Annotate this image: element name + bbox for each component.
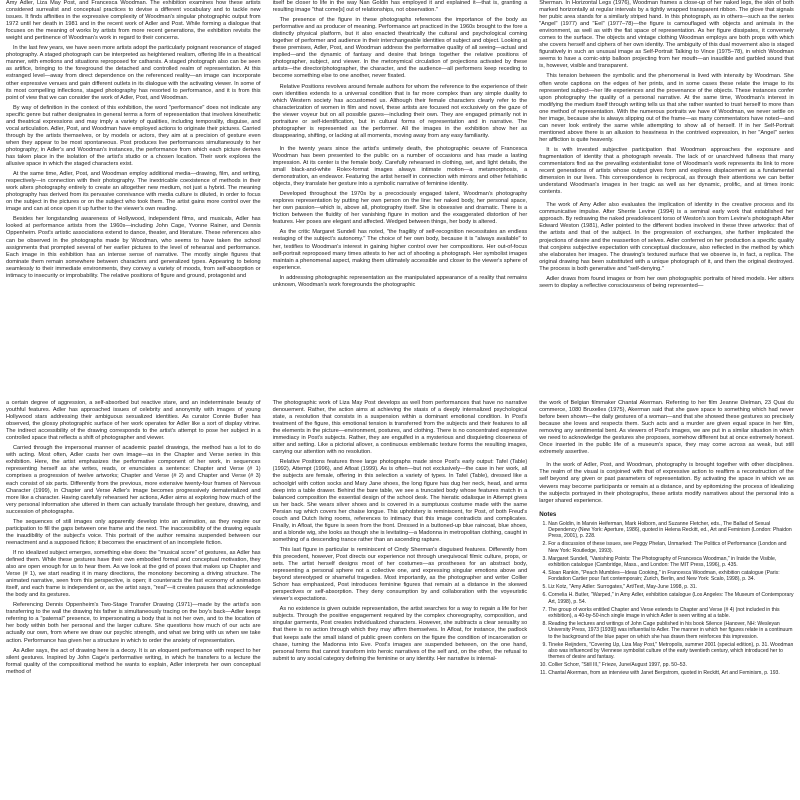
- note-item: 4. Sloan Rankin, "Peach Mumbles—Ideas Cooking," in Francesca Woodman, exhibition catalogue (Paris: Fondation Cartier pour l'art contemporain; Zurich, Berlin, and New York: Scalo, 1998), p. 34.: [548, 570, 794, 583]
- paragraph: the work of Belgian filmmaker Chantal Akerman. Referring to her film Jeanne Dielman, 23 Quai du commerce, 1080 Bruxelles (1975), Akerman said that she gave space to something which had never before been shown—the daily gestures of a woman—and that she showed these gestures so precisely because she loves and respects them. Such acts and a murder are given equal space in her film, removing any sentimental bent. As viewers of Post's images, we are put in a similar situation in which we need to acknowledge the gestures she proposes, somehow different but at once extremely honest. Once inserted in the public life of a museum's space, they may come across as weak, but still extremely assertive.: [539, 400, 794, 456]
- notes-heading: Notes: [539, 510, 557, 518]
- paragraph: Relative Positions features three large photographs made since Post's early output: Tafel (Table) (1992), Attempt (1996), and Afloat (1999). As is often—but not exclusively—the case in her work, all the subjects are female, offering in this selection a variety of types. In Tafel (Table), dressed like a schoolgirl with cotton socks and Mary Jane shoes, the long figure has dug her neck, head, and arms deep into a table drawer. Behind the bare table, we see a truncated body whose features match in a balanced composition the essential design of the school desk. The hieratic odalisque in Attempt gives us her back. She wears silver shoes and is covered in a sumptuous costume made with the same Persian rug which covers her chaise longue. This upholstery is reminiscent, for Post, of both Freud's couch and Dutch living rooms, references to intimacy that this image contradicts and complicates. Finally, in Afloat, the figure is seen from the front. Dressed in a buttoned-up blue raincoat, blue shoes, and a blonde wig, she looks as though she is levitating—a Madonna in metropolitan clothing, caught in something of a descending trance rather than an ascending rapture.: [272, 459, 528, 543]
- paragraph: In the last few years, we have seen more artists adopt the particularly poignant resonance of staged photography. A staged photograph can be interpreted as heightened realism, offering life in a theatrical manner, with emotions and situations reproposed for catharsis. A staged photograph also can be seen as artifice, bringing to the foreground the detached and controlled realm of representation. At this estranged level—away from direct dependence on the referenced reality—an image can incorporate other expressive venues and gain different outlets in its dialogue with the activating viewer. In some of its most compelling inflections, staged photography has resorted to performance, and it is from this point of view that we can consider the work of Adler, Post, and Woodman.: [6, 45, 261, 101]
- paragraph: In the twenty years since the artist's untimely death, the photographic oeuvre of Francesca Woodman has been presented to the public on a number of occasions and has made a lasting impression. At its center is the female body. Carefully rehearsed in clothing, set, and light details, the small black-and-white Rolex-format images always intimate motion—a metamorphosis, a demonstration, an endeavor. Featuring the artist herself in connection with mirrors and other fetishistic objects, they translate her gesture into a symbolic narrative of feminine identity.: [272, 145, 528, 188]
- paragraph: Besides her longstanding awareness of Hollywood, independent films, and musicals, Adler has looked at performance artists from the 1960s—including John Cage, Yvonne Rainer, and Dennis Oppenheim. Post's artistic associations extend to dance, theater, and literature. These references also can be observed in the photographs made by Woodman, who seems to have taken the school assignments that prompted several of her earlier pictures to the level of rehearsal and performance. Each image in this exhibition has an intense sense of narrative. The mostly single figures that dominate them remain somewhere between characters and generalized types. Appearing to belong seamlessly to their immediate environments, they convey a variety of moods, from self-absorption or intimacy to insecurity or improbability. The relative positions of figure and ground, protagonist and: [6, 216, 261, 279]
- paragraph: Developed throughout the 1970s by a precociously engaged talent, Woodman's photography explores representation by putting her own person on the line: her naked body, her personal space, her own passion—which is, above all, photography itself. She is obsessive and dramatic. There is a friction between the fluidity of her vanishing figure in motion and the exaggerated distortion of her features. Her poses are elegant and affected. Wedged between things, her body is altered.: [272, 191, 528, 226]
- notes-list: [539, 521, 794, 677]
- paragraph: By way of definition in the context of this exhibition, the word "performance" does not indicate any specific genre but rather designates in general terms a form of representation that involves kinesthetic and theatrical expressions and may imply a variety of qualities, including temporality, disguise, and vocal articulation. Adler, Post, and Woodman have employed actions to originate their pictures. Carried through by the artists themselves, or by models or actors, they aim at a precision of gesture even when they appear to be most spontaneous. Post produces live performances simultaneously to her photography; in Adler's and Woodman's instances, the performance from which each picture derives has taken place in the isolation of the artist's studio or a chosen location. Their work explores the allusive space in which the staged characters exist.: [6, 104, 261, 168]
- paragraph: In the work of Adler, Post, and Woodman, photography is brought together with other disciplines. The realm of the visual is conjoined with that of expressive action to reaffirm a reconstruction of the self beyond any given or past parameters of representation. By activating the space in which we as viewers may become participants or remain at a distance, and by epitomizing the process of idealizing the subjects portrayed in their photographs, these artists modify narratives about the personal into a larger shared experience.: [539, 462, 794, 504]
- note-item: 7. The group of works entitled Chapter and Verse extends to Chapter and Verse (# 4) (not included in this exhibition), a 40-by-50-inch single image in which Adler is seen writing at a table.: [548, 607, 794, 620]
- paragraph: At the same time, Adler, Post, and Woodman employ additional media—drawing, film, and writing, respectively—in connection with their photography. The inextricable coexistence of methods in their work alters photography entirely to create an altogether new medium, not just a hybrid. The meaning photography has derived from its pervasive connivance with media culture is diluted, in order to focus on the subject in the pictures or on the subject who took them. The artist gains more control over the image and can at once open it up further to the viewer's own reading.: [6, 171, 261, 213]
- paragraph: As the critic Margaret Sundell has noted, "the fragility of self-recognition necessitates an endless restaging of the subject's autonomy." The choice of her own body, because it is "always available" to her, testifies to Woodman's interest in gaining higher control over her compositions. Her out-of-focus self-portrait reproposed many times attests to her act of shooting a photograph. Her symbolist images maintain a phenomenal aspect, making them ultimately accessible and closer to the viewer's sphere of experience.: [272, 229, 528, 271]
- paragraph: The work of Amy Adler also evaluates the implication of identity in the creative process and its communicative impulse. After Sherrie Levine (1994) is a seminal early work that established her approach. By redrawing the naked preadolescent torso of Weston's son from Levine's photograph After Edward Weston (1981), Adler pointed to the different bodies involved in these three artworks: that of the artists and that of the subject. In the progression of exchanges, she further implicated the projections of desire and the reassertion of selves. Adler conferred on her production a specific quality that conjoins subjective expectation with conceptual disclosure, also reflected in the method by which she elaborates her images. The drawing's textured surface that we observe is, in fact, a replica. The original drawing has been substituted with a unique photograph of it, and then the original destroyed. The process is both generative and "self-denying.": [539, 202, 794, 272]
- paragraph: This last figure in particular is reminiscent of Cindy Sherman's disguised features. Differently from this precedent, however, Post directs our experience not through unequivocal filmic culture, props, or sets. The artist herself designs most of her costumes—as prostheses for an abstract body, representing a personal sphere not a collective one, and expressing singular emotions above and beyond stereotyped or shameful tragedies. Most importantly, as the photographer and writer Collier Schorr has emphasized, Post introduces feminine figures that remain at a distance in the skewed perspectives or self-absorption. They deny consumption by and collaboration with the voyeuristic viewer's expectations.: [272, 546, 528, 603]
- paragraph: Carried through the impersonal manner of academic pastel drawings, the method has a lot to do with acting. Most often, Adler casts her own image—as in the Chapter and Verse series in this exhibition. Here, the artist emphasizes the performative component of her work, in sequences representing herself as she writes, reads, or enunciates a sentence: Chapter and Verse (# 1) comprises a progression of twelve artworks; Chapter and Verse (# 2) and Chapter and Verse (# 3) each consist of six parts. Differently from the previous, more extensive twenty-four frames of Nervous Character (1999), in Chapter and Verse Adler's image becomes progressively dematerialized and more like a character. Having carefully rehearsed her actions, Adler aims at exploring how much of the very personal information she uttered in them can actually translate through her gesture, drawing, and succession of photographs.: [6, 445, 261, 515]
- paragraph: As Adler says, the act of drawing here is a decoy. It is an eloquent performance with respect to her silent gestures. Inspired by John Cage's performative writing, in which he transfers to a lecture the formal quality of the compositional method he wants to explain, Adler interprets her own conceptual method of: [6, 647, 261, 675]
- lower-spread: [0, 400, 800, 800]
- lower-column-3: [533, 400, 800, 800]
- lower-column-2: [267, 400, 534, 800]
- note-item: 3. Margaret Sundell, "Vanishing Points: The Photography of Francesca Woodman," in Inside the Visible, exhibition catalogue (Cambridge, Mass., and London: The MIT Press, 1996), p. 435.: [548, 556, 794, 569]
- note-item: 6. Cornelia H. Butler, "Warped," in Amy Adler, exhibition catalogue (Los Angeles: The Museum of Contemporary Art, 1998), p. 54.: [548, 592, 794, 605]
- paragraph: In addressing photographic representation as the manipulated appearance of a reality that remains unknown, Woodman's work foregrounds the photographic: [272, 274, 528, 288]
- note-item: 10. Collier Schorr, "Still III," Frieze, June/August 1997, pp. 50–53.: [548, 662, 794, 668]
- paragraph: Amy Adler, Liza May Post, and Francesca Woodman. The exhibition examines how these artists considered surrealist and conceptual practices to devise a different vocabulary and to tackle new issues. It finds affinities in the expressive complexity of Woodman's singular photographic output from 1972 until her death in 1981 and in the recent work of Adler and Post. While forming a dialogue that focuses on the meaning of works by artists from more recent generations, the exhibition revisits the weight and pertinence of Woodman's work in regard to their concerns.: [6, 0, 261, 42]
- paragraph: The photographic work of Liza May Post develops as well from performances that have no narrative denouement. Rather, the action aims at achieving the stasis of a deeply internalized psychological state, a resolution that consists in a suspension within a dominant emotional condition. In Post's treatment of the figure, this emotional tension is transferred from the subjects and their features to all the elements in the picture—environment, postures, and clothing. There is no concentrated expressive immediacy in Post's subjects. Rather, they are engulfed in a mysterious and disquieting closeness of sitter and setting. Like a pictorial allover, a continuous emblematic texture forms the resulting images, carrying our attention with no resolution.: [272, 400, 528, 456]
- paragraph: Relative Positions revolves around female authors for whom the reference to the experience of their own identities extends to a universal condition that is far more complex than any simple duality to which Western society has accustomed us. Although their female characters clearly refer to the characterization of women in film and novel, these artists are focused not exclusively on the gaze of the viewer voyeur but on all possible gazes—including their own. They are engaged primarily not in portraiture or self-identification, but in cultural forms of representation and in narrative. The photographer is represented as the performer. All the images in the exhibition show her as disappearing, shifting, or lacking at all moments, moving away from any easy familiarity.: [272, 83, 528, 139]
- upper-column-2: [267, 0, 534, 395]
- paragraph: It is with invested subjective participation that Woodman approaches the exposure and fragmentation of identity that a photograph reveals. The lack of or unarchived fullness that many commentators find as the prevailing existentialist tone of Woodman's work represents its link to more recent generations of artists whose output gives form and explores displacement as a fundamental dimension in our lives. This correspondence is reciprocal, as through their attentions we can better understand Woodman's images in her tragic as well as her dynamic, prolific, and at times ironic contents.: [539, 146, 794, 196]
- note-item: 1. Nan Goldin, in Marvin Heiferman, Mark Holborn, and Suzanne Fletcher, eds., The Ballad of Sexual Dependency (New York: Aperture, 1986), quoted in Helena Reckitt, ed., Art and Feminism (London: Phaidon Press, 2001), p. 228.: [548, 521, 794, 540]
- upper-column-3: [533, 0, 800, 395]
- upper-column-1: [0, 0, 267, 395]
- page-divider: [0, 396, 800, 399]
- paragraph: a certain degree of aggression, a self-absorbed but reactive stare, and an indeterminate beauty of youthful features. Adler has approached issues of celebrity and anonymity with images of young Hollywood stars addressing their ambiguous sexualized identities. As curator Connie Butler has observed, the glossy photographic surface of her work operates for Adler like a sort of display vitrine. The indirect accessibility of the drawing corresponds to the artist's attempt to pose her subject in a controlled space that reflects a shift of photographer and viewer.: [6, 400, 261, 442]
- upper-spread: [0, 0, 800, 395]
- paragraph: Referencing Dennis Oppenheim's Two-Stage Transfer Drawing (1971)—made by the artist's son transferring to the wall the drawing his father is simultaneously tracing on the boy's back—Adler keeps referring to a "paternal" presence, to impersonating a body that is not her own, and to the location of her body within both her personal and the larger culture. She questions how much of our acts are actually our own, from where we draw our psychic strength, and what we bring with us when we take action. Performance has given her a structure in which to order the anxiety of representation.: [6, 602, 261, 644]
- lower-column-1: [0, 400, 267, 800]
- paragraph: Adler draws from found images or from her own photographic portraits of hired models. Her sitters seem to display a reflective consciousness of being represented—: [539, 275, 794, 289]
- paragraph: Sherman. In Horizontal Legs (1976), Woodman frames a close-up of her naked legs, the skin of both marked horizontally at regular intervals by a tightly wrapped transparent ribbon. The glove that signals her pubic area stands for a similarly striped hand. In this photograph, as in others—such as the series "Angel" (1977) and "Eel" (1977–78)—the figure is camouflaged with objects and animals in the environment, as well as with the flat space of representation. As her figure dissipates, it conversely comes to the surface. The objects and vintage clothing Woodman employs are both props with which she covers herself and ciphers of her own identity. The ambiguity of this dual movement also is staged figuratively in such an unusual image as Self-Portrait Talking to Vince (1975–78), in which Woodman seems to have a comic-strip balloon projecting from her mouth—an inaudible and garbled sound that is, however, visible and transparent.: [539, 0, 794, 70]
- note-item: 9. Tineke Reijnders, "Covering Up, Liza May Post," Metropolis, summer 2001 (special edition), p. 31. Woodman also was influenced by Viennese symbolist culture of the early twentieth century, which introduced her to themes of desire and fantasy.: [548, 642, 794, 661]
- paragraph: If no idealized subject emerges, something else does: the "musical score" of gestures, as Adler has defined them. While these gestures have their own embodied formal and conceptual motivation, they also are open enough for us to hear them. As we look at the grid of poses that makes up Chapter and Verse (# 1), we start reading it in many directions, the monotony becoming a driving structure. The animated narrative, seen from this perspective, is open; it counteracts the fast economy of animation itself, and each frame is independent or, as the artist says, "real"—it creates pauses that acknowledge the body and its gestures.: [6, 549, 261, 599]
- paragraph: This tension between the symbolic and the phenomenal is lived with intensity by Woodman. She often wrote captions on the edges of her prints, and in some cases these relate the image to its represented subject—her life experiences and the provenance of the objects. These instances confer upon photography the quality of a personal narrative. At the same time, Woodman's interest in modifying the medium itself through writing tells us that she rather wanted to trust herself to more than one method of representation. With the numerous portraits we have of Woodman, we never settle on her image, because she is always slipping out of the frame—as many commentators have noted—and can never look entirely the same while attempting to show all of herself. If in her Self-Portrait mentioned above there is an allusion to heaviness in the contrived expression, in her "Angel" series her affliction is quite heavenly.: [539, 73, 794, 143]
- note-item: 8. Reading the lectures and writings of John Cage published in his book Silence (Hanover, NH: Wesleyan University Press, 1973 [1939]) was influential to Adler. The manner in which her figures relate in a continuum to the background of the blue paper on which she has drawn them reinforces this impression.: [548, 621, 794, 640]
- paragraph: As no existence is given outside representation, the artist searches for a way to regain a life for her subjects. Through the positive engagement required by the complex choreography, composition, and singular garments, Post creates individualized characters. However, she subtracts a clear sexuality so that there is no action through which they may affirm themselves. In Afloat, for instance, the padlock that keeps safe the small island of public green confers on the figure the condition of incarceration or chase, turning the Madonna into Eve. Post's images are suspended between, on the one hand, personal forms that cannot transform into heroic narratives of the self and, on the other, the refusal to submit to any social category defining the feminine or any identity. Her narrative is internal-: [272, 606, 528, 662]
- note-item: 2. For a discussion of these issues, see Peggy Phelan, Unmarked: The Politics of Performance (London and New York: Routledge, 1993).: [548, 541, 794, 554]
- notes-section: [539, 511, 794, 677]
- paragraph: The sequences of still images only apparently develop into an animation, as they require our participation to fill the gaps between one frame and the next. The inaccessibility of the drawing equals the inaudibility of the subject's voice. This portrait of the author remains suspended between our reenactment and a supposed fiction; it becomes the enactment of an incomplete fiction.: [6, 518, 261, 546]
- paragraph: The presence of the figure in these photographs references the importance of the body as performative and as producer of meaning. Performance art practiced in the 1960s brought to the fore a distinctly physical platform, but it also enacted theatrically the cultural and psychological coming together of performer and audience in their interchangeable identities of subject and object. Looking at these premises, Adler, Post, and Woodman address the performative quality of all seeing—actual and implied—and the dynamic of fantasy and desire that brings together the relative positions of photographer, subject, and viewer. In the metonymical circulation of projections activated by these artists—the director/photographer, the character, and the audience—all performers keep receding to become something else to one another, never fixated.: [272, 17, 528, 80]
- note-item: 11. Chantal Akerman, from an interview with Janet Bergstrom, quoted in Reckitt, Art and Feminism, p. 193.: [548, 670, 794, 676]
- paragraph: itself be closer to life in the way Nan Goldin has employed it and explained it—that is, granting a resulting image "that come[s] out of relationships, not observation.": [272, 0, 528, 14]
- note-item: 5. Liz Kotz, "Amy Adler: Surrogates," Art/Text, May-June 1998, p. 31.: [548, 584, 794, 590]
